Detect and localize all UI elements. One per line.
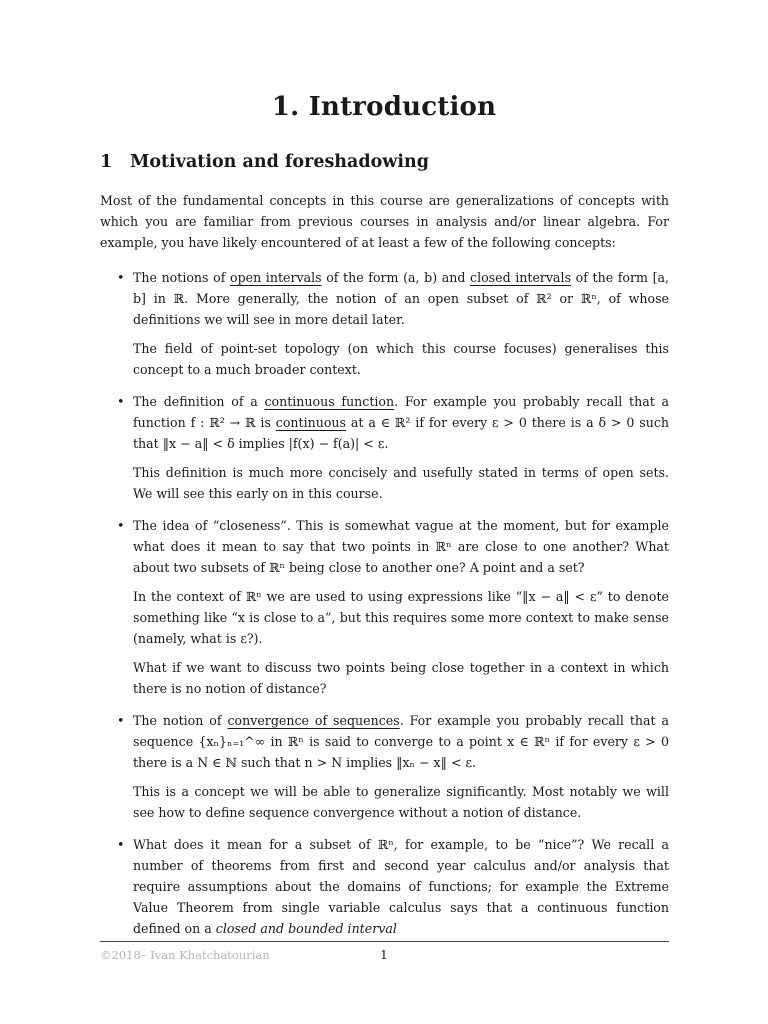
footer-divider <box>100 941 669 942</box>
concept-list <box>100 267 669 950</box>
bullet-icon: • <box>117 518 125 533</box>
text-segment: at a ∈ ℝ² if for every ε > 0 there is a δ > 0 such that ‖x − a‖ < δ implies |f(x) − f(a)| < ε. <box>133 415 669 451</box>
list-item-paragraph <box>133 834 669 939</box>
text-segment: of the form (a, b) and <box>321 270 471 285</box>
list-item-paragraph: This definition is much more concisely and usefully stated in terms of open sets. We will see this early on in this course. <box>133 465 669 501</box>
text-segment: of the form [a, b] in ℝ. More generally, the notion of an open subset of ℝ² or ℝⁿ, of whose definitions we will see in more detail later. <box>133 270 669 327</box>
underlined-term: continuous <box>275 415 346 430</box>
intro-paragraph: Most of the fundamental concepts in this course are generalizations of concepts with which you are familiar from previous courses in analysis and/or linear algebra. For example, you have likely encountered of at least a few of the following concepts: <box>100 193 669 250</box>
bullet-icon: • <box>117 270 125 285</box>
underlined-term: continuous function <box>264 394 395 409</box>
list-item-paragraph <box>133 391 669 454</box>
text-segment: . For example you probably recall that a sequence {xₙ}ₙ₌₁^∞ in ℝⁿ is said to converge to a point x ∈ ℝⁿ if for every ε > 0 there is a N ∈ ℕ such that n > N implies ‖xₙ − x‖ < ε. <box>133 713 669 770</box>
list-item <box>100 267 669 380</box>
footer-copyright: ©2018– Ivan Khatchatourian <box>100 948 270 962</box>
section-number: 1 <box>100 152 113 172</box>
bullet-icon: • <box>117 837 125 852</box>
text-segment: The notions of <box>133 270 230 285</box>
list-item-paragraph <box>133 515 669 578</box>
text-segment: The definition of a <box>133 394 265 409</box>
text-segment: closed and bounded interval <box>215 921 397 936</box>
list-item-paragraph <box>133 267 669 330</box>
section-heading <box>100 152 429 172</box>
text-segment: What does it mean for a subset of ℝⁿ, for example, to be “nice”? We recall a number of theorems from first and second year calculus and/or analysis that require assumptions about the domains of functions; for example the Extreme Value Theorem from single variable calculus says that a continuous function defined on a <box>133 837 669 936</box>
page-number: 1 <box>380 948 388 962</box>
list-item <box>100 710 669 823</box>
list-item-paragraph: This is a concept we will be able to generalize significantly. Most notably we will see how to define sequence convergence without a notion of distance. <box>133 784 669 820</box>
text-segment: The notion of <box>133 713 228 728</box>
list-item <box>100 391 669 504</box>
bullet-icon: • <box>117 394 125 409</box>
list-item-paragraph <box>133 710 669 773</box>
list-item-paragraph: The field of point-set topology (on which this course focuses) generalises this concept to a much broader context. <box>133 341 669 377</box>
underlined-term: open intervals <box>229 270 322 285</box>
underlined-term: convergence of sequences <box>227 713 400 728</box>
chapter-title: 1. Introduction <box>271 92 497 122</box>
list-item-paragraph: What if we want to discuss two points being close together in a context in which there is no notion of distance? <box>133 660 669 696</box>
underlined-term: closed intervals <box>470 270 572 285</box>
bullet-icon: • <box>117 713 125 728</box>
text-segment: . For example you probably recall that a function f : ℝ² → ℝ is <box>133 394 670 430</box>
list-item <box>100 834 669 939</box>
section-title: Motivation and foreshadowing <box>130 152 429 172</box>
text-segment: The idea of “closeness”. This is somewhat vague at the moment, but for example what does it mean to say that two points in ℝⁿ are close to one another? What about two subsets of ℝⁿ being close to another one? A point and a set? <box>133 518 669 575</box>
list-item <box>100 515 669 699</box>
list-item-paragraph: In the context of ℝⁿ we are used to using expressions like “‖x − a‖ < ε” to denote something like “x is close to a”, but this requires some more context to make sense (namely, what is ε?). <box>133 589 669 646</box>
